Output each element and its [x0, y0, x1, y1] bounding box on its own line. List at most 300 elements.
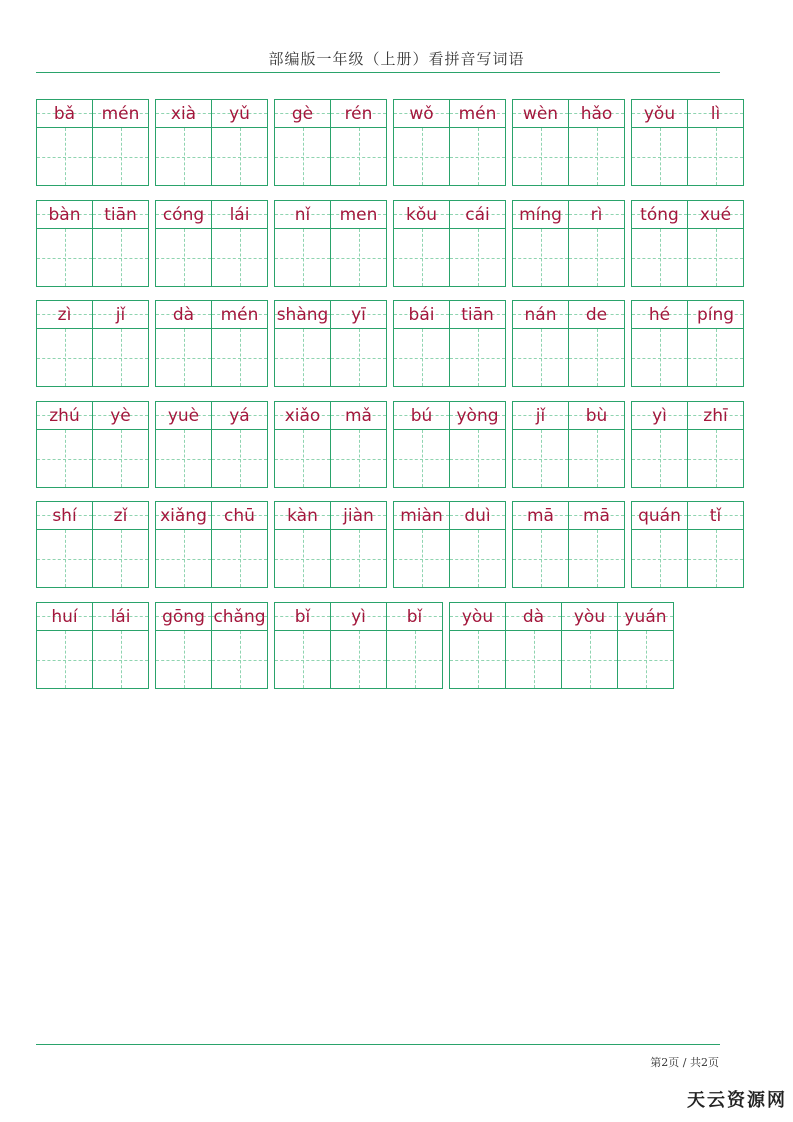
tian-zi-ge-box: [569, 229, 624, 286]
writing-cell: [512, 99, 569, 186]
writing-cell: [687, 200, 744, 287]
tian-zi-ge-box: [331, 631, 386, 688]
writing-cell: [561, 602, 618, 689]
pinyin-label: [37, 201, 92, 229]
tian-zi-ge-box: [632, 329, 687, 386]
pinyin-text: yá: [229, 405, 250, 426]
writing-cell: [568, 200, 625, 287]
writing-cell: [393, 200, 450, 287]
writing-cell: [330, 99, 387, 186]
tian-zi-ge-box: [275, 631, 330, 688]
pinyin-text: rén: [344, 103, 373, 124]
pinyin-label: [394, 201, 449, 229]
word-box: [155, 200, 268, 287]
pinyin-text: nán: [524, 304, 557, 325]
word-box: [155, 99, 268, 186]
pinyin-text: bái: [408, 304, 435, 325]
pinyin-label: [93, 603, 148, 631]
word-box: [155, 401, 268, 488]
pinyin-label: [37, 502, 92, 530]
word-box: [155, 300, 268, 387]
pinyin-label: [275, 502, 330, 530]
writing-cell: [449, 99, 506, 186]
word-box: [631, 401, 744, 488]
pinyin-text: yòu: [461, 606, 494, 627]
pinyin-text: bú: [410, 405, 433, 426]
pinyin-label: [93, 100, 148, 128]
tian-zi-ge-box: [513, 128, 568, 185]
writing-cell: [36, 99, 93, 186]
pinyin-label: [513, 201, 568, 229]
pinyin-label: [156, 402, 211, 430]
tian-zi-ge-box: [156, 530, 211, 587]
pinyin-label: [156, 502, 211, 530]
writing-cell: [631, 501, 688, 588]
pinyin-text: rì: [590, 204, 603, 225]
pinyin-text: bǐ: [406, 606, 423, 627]
writing-cell: [36, 401, 93, 488]
tian-zi-ge-box: [275, 229, 330, 286]
writing-cell: [505, 602, 562, 689]
writing-cell: [449, 300, 506, 387]
tian-zi-ge-box: [212, 329, 267, 386]
pinyin-label: [562, 603, 617, 631]
pinyin-text: tǐ: [709, 505, 722, 526]
pinyin-text: bù: [585, 405, 608, 426]
writing-cell: [330, 200, 387, 287]
writing-cell: [92, 602, 149, 689]
writing-cell: [631, 401, 688, 488]
pinyin-text: bàn: [48, 204, 81, 225]
tian-zi-ge-box: [37, 430, 92, 487]
pinyin-text: bǎ: [53, 103, 76, 124]
pinyin-label: [450, 603, 505, 631]
tian-zi-ge-box: [513, 530, 568, 587]
pinyin-label: [156, 201, 211, 229]
pinyin-label: [688, 201, 743, 229]
pinyin-label: [275, 100, 330, 128]
tian-zi-ge-box: [275, 329, 330, 386]
pinyin-label: [37, 100, 92, 128]
pinyin-text: zhú: [49, 405, 80, 426]
writing-cell: [449, 602, 506, 689]
writing-cell: [155, 501, 212, 588]
word-box: [393, 99, 506, 186]
pinyin-label: [513, 402, 568, 430]
tian-zi-ge-box: [212, 631, 267, 688]
watermark-logo: 天云资源网: [687, 1090, 787, 1111]
pinyin-text: shí: [52, 505, 77, 526]
pinyin-label: [331, 100, 386, 128]
pinyin-label: [618, 603, 673, 631]
pinyin-label: [37, 402, 92, 430]
tian-zi-ge-box: [450, 329, 505, 386]
writing-cell: [36, 300, 93, 387]
pinyin-label: [275, 301, 330, 329]
pinyin-label: [688, 502, 743, 530]
writing-cell: [330, 501, 387, 588]
word-box: [274, 300, 387, 387]
tian-zi-ge-box: [618, 631, 673, 688]
pinyin-label: [212, 201, 267, 229]
tian-zi-ge-box: [93, 430, 148, 487]
word-box: [512, 200, 625, 287]
tian-zi-ge-box: [394, 329, 449, 386]
pinyin-text: lì: [710, 103, 721, 124]
pinyin-label: [212, 100, 267, 128]
pinyin-label: [212, 502, 267, 530]
pinyin-label: [331, 301, 386, 329]
page-title: 部编版一年级（上册）看拼音写词语: [268, 50, 525, 68]
pinyin-text: yī: [351, 304, 366, 325]
pinyin-label: [331, 201, 386, 229]
pinyin-text: yǒu: [643, 103, 676, 124]
pinyin-text: jǐ: [115, 304, 126, 325]
tian-zi-ge-box: [331, 530, 386, 587]
pinyin-label: [632, 201, 687, 229]
pinyin-label: [394, 301, 449, 329]
tian-zi-ge-box: [156, 128, 211, 185]
writing-cell: [393, 401, 450, 488]
tian-zi-ge-box: [275, 430, 330, 487]
tian-zi-ge-box: [331, 128, 386, 185]
tian-zi-ge-box: [688, 229, 743, 286]
tian-zi-ge-box: [394, 229, 449, 286]
writing-cell: [449, 200, 506, 287]
writing-cell: [617, 602, 674, 689]
writing-cell: [155, 401, 212, 488]
pinyin-text: jiàn: [343, 505, 374, 526]
pinyin-label: [387, 603, 442, 631]
pinyin-text: kàn: [287, 505, 318, 526]
tian-zi-ge-box: [93, 530, 148, 587]
tian-zi-ge-box: [688, 128, 743, 185]
pinyin-label: [275, 603, 330, 631]
pinyin-label: [37, 603, 92, 631]
tian-zi-ge-box: [37, 229, 92, 286]
word-box: [36, 401, 149, 488]
word-box: [631, 99, 744, 186]
word-box: [36, 602, 149, 689]
word-box: [274, 99, 387, 186]
writing-cell: [211, 401, 268, 488]
writing-cell: [512, 200, 569, 287]
writing-cell: [330, 300, 387, 387]
pinyin-text: mǎ: [345, 405, 372, 426]
pinyin-text: yì: [652, 405, 667, 426]
writing-cell: [211, 300, 268, 387]
tian-zi-ge-box: [632, 229, 687, 286]
writing-cell: [274, 300, 331, 387]
pinyin-label: [450, 201, 505, 229]
writing-cell: [36, 602, 93, 689]
pinyin-label: [632, 100, 687, 128]
pinyin-text: chū: [224, 505, 255, 526]
word-box: [393, 200, 506, 287]
tian-zi-ge-box: [513, 430, 568, 487]
pinyin-text: zì: [57, 304, 72, 325]
pinyin-label: [212, 402, 267, 430]
writing-cell: [92, 401, 149, 488]
tian-zi-ge-box: [212, 430, 267, 487]
tian-zi-ge-box: [450, 530, 505, 587]
pinyin-label: [506, 603, 561, 631]
writing-cell: [211, 200, 268, 287]
pinyin-text: huí: [51, 606, 78, 627]
tian-zi-ge-box: [212, 530, 267, 587]
tian-zi-ge-box: [569, 128, 624, 185]
pinyin-label: [513, 502, 568, 530]
writing-cell: [92, 99, 149, 186]
word-box: [512, 401, 625, 488]
writing-cell: [274, 99, 331, 186]
tian-zi-ge-box: [156, 329, 211, 386]
word-box: [512, 300, 625, 387]
word-box: [155, 602, 268, 689]
tian-zi-ge-box: [450, 229, 505, 286]
pinyin-label: [93, 301, 148, 329]
pinyin-text: zǐ: [113, 505, 128, 526]
tian-zi-ge-box: [569, 530, 624, 587]
tian-zi-ge-box: [93, 329, 148, 386]
tian-zi-ge-box: [688, 329, 743, 386]
writing-cell: [386, 602, 443, 689]
tian-zi-ge-box: [212, 229, 267, 286]
writing-cell: [274, 200, 331, 287]
word-box: [393, 300, 506, 387]
tian-zi-ge-box: [156, 430, 211, 487]
writing-cell: [687, 501, 744, 588]
pinyin-text: yuè: [167, 405, 200, 426]
pinyin-label: [93, 502, 148, 530]
writing-cell: [211, 99, 268, 186]
word-box: [449, 602, 674, 689]
tian-zi-ge-box: [212, 128, 267, 185]
tian-zi-ge-box: [394, 128, 449, 185]
pinyin-label: [513, 100, 568, 128]
pinyin-text: de: [585, 304, 608, 325]
writing-cell: [155, 99, 212, 186]
word-box: [36, 501, 149, 588]
tian-zi-ge-box: [37, 530, 92, 587]
writing-cell: [568, 99, 625, 186]
writing-cell: [274, 602, 331, 689]
tian-zi-ge-box: [387, 631, 442, 688]
pinyin-text: tiān: [104, 204, 137, 225]
pinyin-text: hǎo: [580, 103, 613, 124]
tian-zi-ge-box: [275, 128, 330, 185]
pinyin-text: tiān: [461, 304, 494, 325]
pinyin-text: jǐ: [535, 405, 546, 426]
writing-cell: [512, 401, 569, 488]
pinyin-label: [569, 100, 624, 128]
writing-cell: [155, 300, 212, 387]
pinyin-text: dà: [522, 606, 545, 627]
writing-cell: [687, 401, 744, 488]
writing-cell: [568, 501, 625, 588]
writing-cell: [449, 401, 506, 488]
pinyin-text: yòu: [573, 606, 606, 627]
word-box: [631, 200, 744, 287]
tian-zi-ge-box: [93, 631, 148, 688]
tian-zi-ge-box: [569, 430, 624, 487]
tian-zi-ge-box: [632, 430, 687, 487]
tian-zi-ge-box: [37, 631, 92, 688]
pinyin-label: [569, 502, 624, 530]
pinyin-label: [275, 201, 330, 229]
tian-zi-ge-box: [156, 229, 211, 286]
writing-cell: [631, 99, 688, 186]
tian-zi-ge-box: [450, 631, 505, 688]
writing-cell: [155, 602, 212, 689]
pinyin-label: [331, 603, 386, 631]
pinyin-text: xué: [699, 204, 732, 225]
pinyin-label: [450, 502, 505, 530]
pinyin-text: shàng: [276, 304, 329, 325]
word-box: [631, 501, 744, 588]
pinyin-text: miàn: [400, 505, 443, 526]
pinyin-text: zhī: [703, 405, 728, 426]
pinyin-label: [331, 402, 386, 430]
pinyin-text: yuán: [624, 606, 667, 627]
writing-cell: [568, 401, 625, 488]
tian-zi-ge-box: [450, 128, 505, 185]
word-box: [393, 401, 506, 488]
word-box: [274, 401, 387, 488]
writing-cell: [512, 300, 569, 387]
pinyin-label: [37, 301, 92, 329]
pinyin-text: gè: [291, 103, 314, 124]
pinyin-label: [450, 301, 505, 329]
pinyin-text: wèn: [522, 103, 559, 124]
writing-cell: [211, 501, 268, 588]
word-box: [155, 501, 268, 588]
pinyin-text: cái: [465, 204, 490, 225]
pinyin-text: men: [339, 204, 378, 225]
pinyin-label: [394, 402, 449, 430]
tian-zi-ge-box: [513, 229, 568, 286]
tian-zi-ge-box: [331, 329, 386, 386]
writing-cell: [393, 501, 450, 588]
word-box: [36, 200, 149, 287]
pinyin-text: mén: [458, 103, 497, 124]
pinyin-label: [450, 402, 505, 430]
writing-cell: [274, 401, 331, 488]
word-box: [274, 501, 387, 588]
pinyin-text: xià: [170, 103, 197, 124]
pinyin-text: cóng: [162, 204, 205, 225]
word-box: [631, 300, 744, 387]
tian-zi-ge-box: [513, 329, 568, 386]
writing-cell: [92, 300, 149, 387]
writing-cell: [155, 200, 212, 287]
header-divider: [36, 72, 720, 73]
pinyin-text: xiǎng: [160, 505, 207, 526]
writing-cell: [36, 501, 93, 588]
tian-zi-ge-box: [688, 530, 743, 587]
pinyin-label: [93, 201, 148, 229]
tian-zi-ge-box: [562, 631, 617, 688]
tian-zi-ge-box: [37, 329, 92, 386]
pinyin-text: xiǎo: [284, 405, 321, 426]
tian-zi-ge-box: [688, 430, 743, 487]
tian-zi-ge-box: [632, 530, 687, 587]
writing-cell: [631, 300, 688, 387]
tian-zi-ge-box: [93, 128, 148, 185]
writing-cell: [393, 300, 450, 387]
pinyin-label: [569, 201, 624, 229]
writing-cell: [330, 401, 387, 488]
writing-cell: [512, 501, 569, 588]
pinyin-text: mā: [583, 505, 610, 526]
pinyin-label: [275, 402, 330, 430]
tian-zi-ge-box: [275, 530, 330, 587]
word-box: [36, 99, 149, 186]
writing-cell: [92, 501, 149, 588]
pinyin-label: [212, 603, 267, 631]
pinyin-label: [688, 301, 743, 329]
writing-cell: [687, 99, 744, 186]
page-indicator: 第2页 / 共2页: [650, 1056, 719, 1069]
tian-zi-ge-box: [506, 631, 561, 688]
pinyin-label: [688, 402, 743, 430]
pinyin-label: [632, 502, 687, 530]
pinyin-label: [632, 301, 687, 329]
pinyin-text: mā: [527, 505, 554, 526]
word-box: [393, 501, 506, 588]
tian-zi-ge-box: [331, 430, 386, 487]
pinyin-text: yè: [110, 405, 131, 426]
pinyin-label: [688, 100, 743, 128]
pinyin-text: lái: [110, 606, 131, 627]
pinyin-label: [632, 402, 687, 430]
writing-cell: [393, 99, 450, 186]
pinyin-text: mén: [101, 103, 140, 124]
pinyin-label: [513, 301, 568, 329]
pinyin-text: míng: [519, 204, 562, 225]
pinyin-text: yǔ: [229, 103, 250, 124]
writing-cell: [92, 200, 149, 287]
tian-zi-ge-box: [331, 229, 386, 286]
writing-cell: [274, 501, 331, 588]
tian-zi-ge-box: [37, 128, 92, 185]
pinyin-text: lái: [229, 204, 250, 225]
pinyin-label: [156, 603, 211, 631]
pinyin-text: gōng: [162, 606, 205, 627]
pinyin-text: hé: [648, 304, 671, 325]
tian-zi-ge-box: [632, 128, 687, 185]
word-box: [512, 501, 625, 588]
tian-zi-ge-box: [569, 329, 624, 386]
pinyin-text: kǒu: [405, 204, 438, 225]
tian-zi-ge-box: [93, 229, 148, 286]
pinyin-label: [450, 100, 505, 128]
pinyin-text: duì: [464, 505, 491, 526]
pinyin-text: píng: [696, 304, 735, 325]
pinyin-label: [93, 402, 148, 430]
writing-cell: [687, 300, 744, 387]
pinyin-text: yì: [351, 606, 366, 627]
pinyin-text: yòng: [456, 405, 499, 426]
pinyin-label: [156, 301, 211, 329]
pinyin-label: [156, 100, 211, 128]
tian-zi-ge-box: [156, 631, 211, 688]
tian-zi-ge-box: [394, 530, 449, 587]
writing-cell: [568, 300, 625, 387]
pinyin-label: [212, 301, 267, 329]
pinyin-text: tóng: [640, 204, 679, 225]
pinyin-text: wǒ: [409, 103, 434, 124]
